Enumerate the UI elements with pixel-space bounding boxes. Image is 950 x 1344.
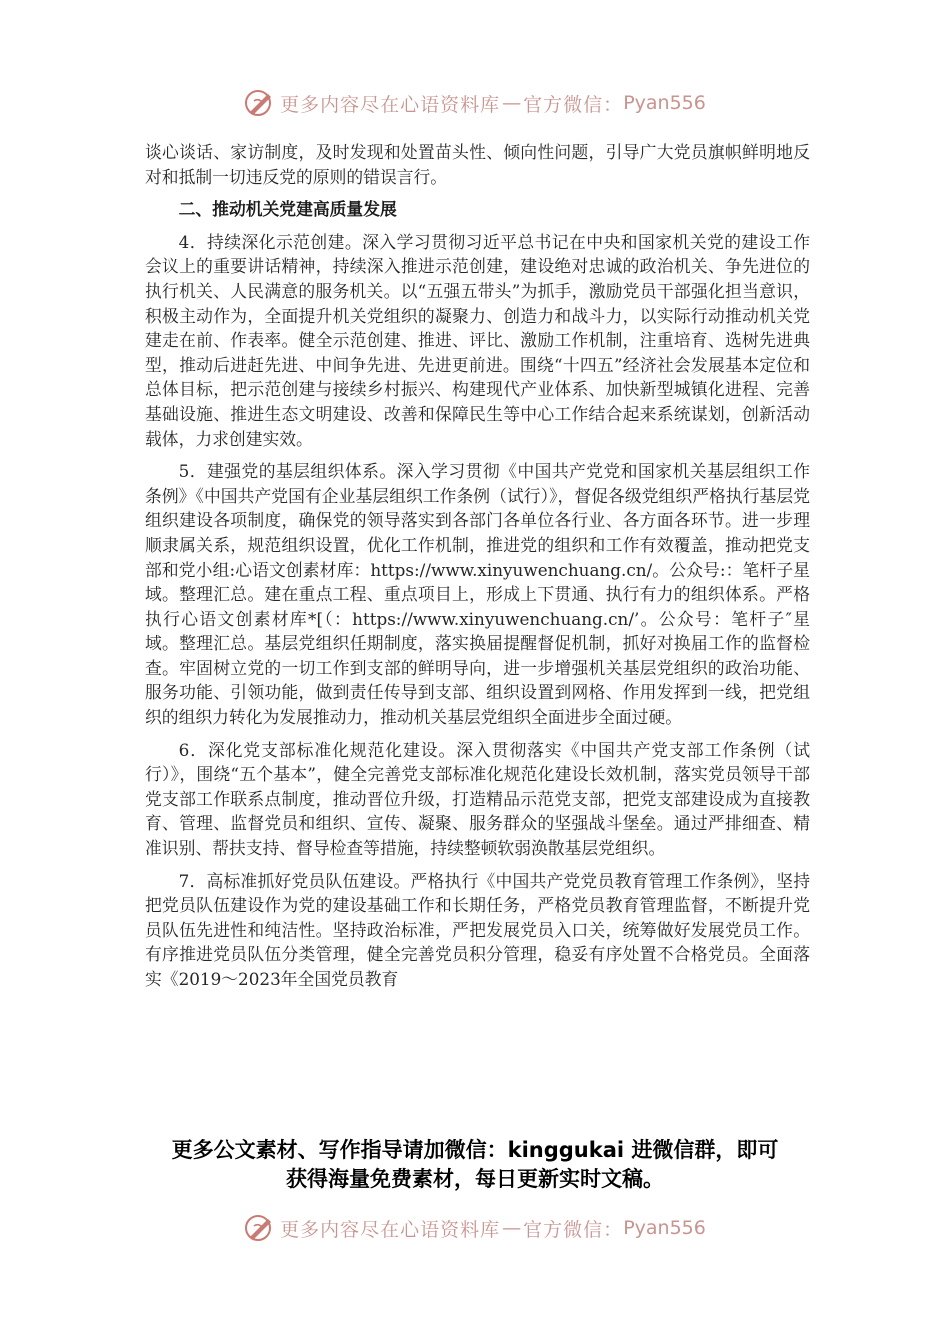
paragraph-item-7: 7．高标准抓好党员队伍建设。严格执行《中国共产党党员教育管理工作条例》，坚持把党员队伍建设作为党的建设基础工作和长期任务，严格党员教育管理监督，不断提升党员队伍先进性和纯洁性。坚持政治标准，严把发展党员入口关，统筹做好发展党员工作。有序推进党员队伍分类管理，健全完善党员积分管理，稳妥有序处置不合格党员。全面落实《2019～2023年全国党员教育 xyxy=(145,870,810,989)
paragraph-item-4: 4．持续深化示范创建。深入学习贯彻习近平总书记在中央和国家机关党的建设工作会议上的重要讲话精神，持续深入推进示范创建，建设绝对忠诚的政治机关、争先进位的执行机关、人民满意的服务机关。以“五强五带头”为抓手，激励党员干部强化担当意识，积极主动作为，全面提升机关党组织的凝聚力、创造力和战斗力，以实际行动推动机关党建走在前、作表率。健全示范创建、推进、评比、激励工作机制，注重培育、选树先进典型，推动后进赶先进、中间争先进、先进更前进。围绕“十四五”经济社会发展基本定位和总体目标，把示范创建与接续乡村振兴、构建现代产业体系、加快新型城镇化进程、完善基础设施、推进生态文明建设、改善和保障民生等中心工作结合起来系统谋划，创新活动载体，力求创建实效。 xyxy=(145,231,810,449)
banner-wechat-id: Pyan556 xyxy=(623,1217,706,1239)
footer-banner xyxy=(0,1208,950,1248)
banner-title: 更多内容尽在心语资料库 xyxy=(280,1218,501,1241)
paragraph-item-5: 5．建强党的基层组织体系。深入学习贯彻《中国共产党党和国家机关基层组织工作条例》《中国共产党国有企业基层组织工作条例（试行）》，督促各级党组织严格执行基层党组织建设各项制度，确保党的领导落实到各部门各单位各行业、各方面各环节。进一步理顺隶属关系，规范组织设置，优化工作机制，推进党的组织和工作有效覆盖，推动把党支部和党小组:心语文创素材库：https://www.xinyuwenchuang.cn/。公众号:：笔杆子星域。整理汇总。建在重点工程、重点项目上，形成上下贯通、执行有力的组织体系。严格执行心语文创素材库*[（：https://www.xinyuwenchuang.cn/’。公众号：笔杆子″星域。整理汇总。基层党组织任期制度，落实换届提醒督促机制，抓好对换届工作的监督检查。牢固树立党的一切工作到支部的鲜明导向，进一步增强机关基层党组织的政治功能、服务功能、引领功能，做到责任传导到支部、组织设置到网格、作用发挥到一线，把党组织的组织力转化为发展推动力，推动机关基层党组织全面进步全面过硬。 xyxy=(145,461,810,728)
promo-line-1: 更多公文素材、写作指导请加微信：kinggukai 进微信群，即可 xyxy=(171,1138,779,1162)
pen-logo-icon xyxy=(244,1213,274,1243)
banner-wechat-id: Pyan556 xyxy=(623,92,706,114)
paragraph-item-6: 6．深化党支部标准化规范化建设。深入贯彻落实《中国共产党支部工作条例（试行）》，围绕“五个基本”，健全完善党支部标准化规范化建设长效机制，落实党员领导干部党支部工作联系点制度，推动晋位升级，打造精品示范党支部，把党支部建设成为直接教育、管理、监督党员和组织、宣传、凝聚、服务群众的坚强战斗堡垒。通过严排细查、精准识别、帮扶支持、督导检查等措施，持续整顿软弱涣散基层党组织。 xyxy=(145,739,810,859)
promo-line-2: 获得海量免费素材，每日更新实时文稿。 xyxy=(286,1167,664,1191)
header-banner xyxy=(0,83,950,123)
banner-label: 官方微信： xyxy=(523,1218,624,1241)
banner-separator: — xyxy=(502,92,522,114)
promo-notice xyxy=(100,1136,850,1194)
section-heading: 二、推动机关党建高质量发展 xyxy=(178,199,397,220)
banner-separator: — xyxy=(502,1217,522,1239)
paragraph-continued: 谈心谈话、家访制度，及时发现和处置苗头性、倾向性问题，引导广大党员旗帜鲜明地反对和抵制一切违反党的原则的错误言行。 xyxy=(145,142,810,187)
pen-logo-icon xyxy=(244,88,274,118)
banner-title: 更多内容尽在心语资料库 xyxy=(280,93,501,116)
banner-label: 官方微信： xyxy=(523,93,624,116)
document-body xyxy=(145,140,810,1000)
